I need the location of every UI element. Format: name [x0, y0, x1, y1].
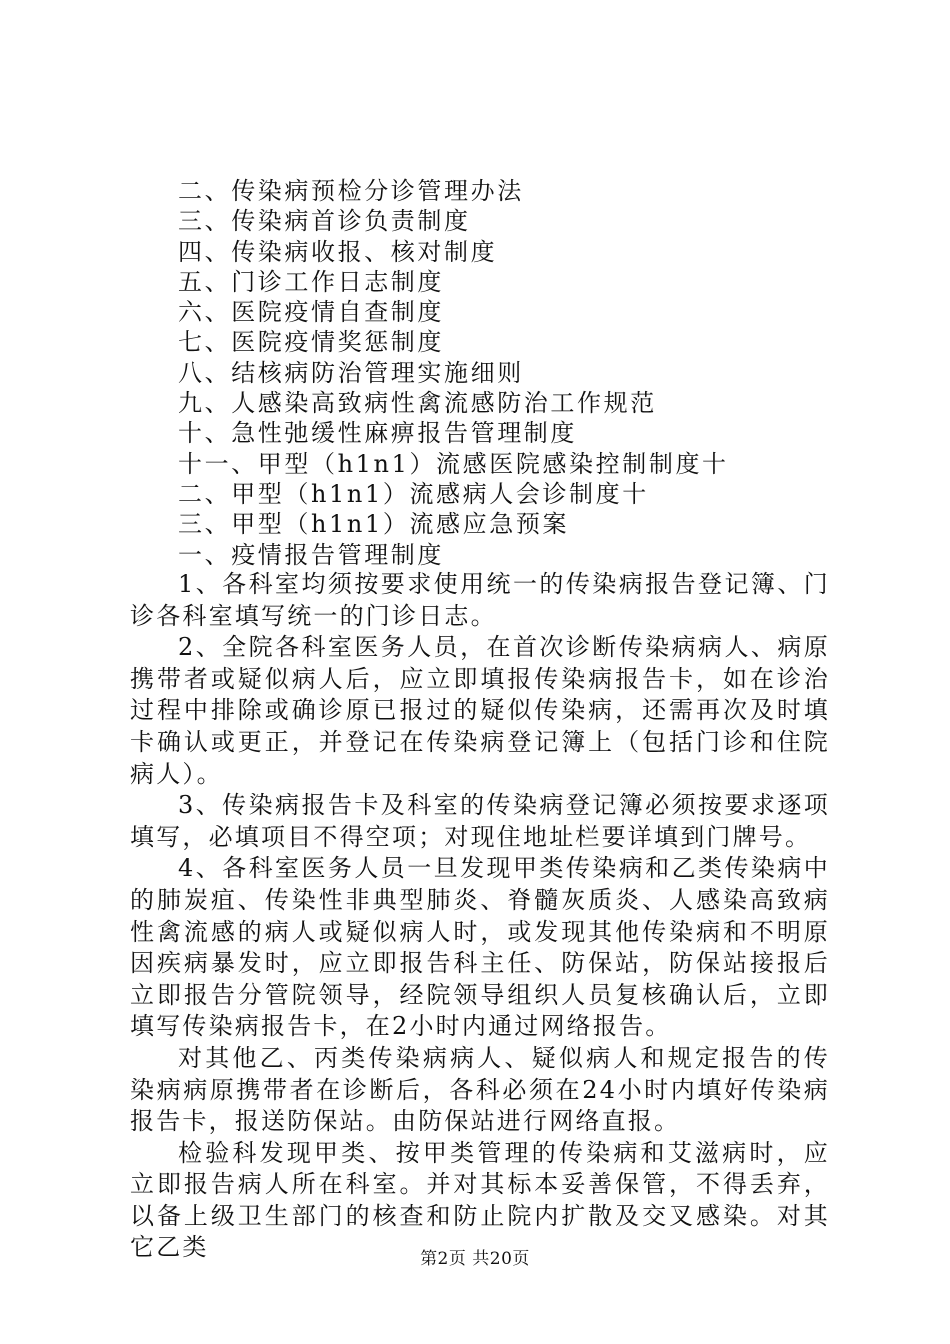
- toc-item: 四、传染病收报、核对制度: [178, 237, 498, 266]
- paragraph: 1、各科室均须按要求使用统一的传染病报告登记簿、门诊各科室填写统一的门诊日志。: [130, 570, 830, 630]
- toc-item: 十、急性弛缓性麻痹报告管理制度: [178, 419, 577, 448]
- toc-item: 七、医院疫情奖惩制度: [178, 328, 444, 357]
- page-footer: 第2页 共20页: [420, 1249, 530, 1269]
- toc-item: 九、人感染高致病性禽流感防治工作规范: [178, 389, 657, 418]
- toc-item: 十一、甲型（h1n1）流感医院感染控制制度十: [178, 449, 729, 478]
- paragraph: 2、全院各科室医务人员，在首次诊断传染病病人、病原携带者或疑似病人后，应立即填报传染病报告卡，如在诊治过程中排除或确诊原已报过的疑似传染病，还需再次及时填卡确认或更正，并登记在传染病登记簿上（包括门诊和住院病人）。: [130, 633, 830, 788]
- paragraph: 4、各科室医务人员一旦发现甲类传染病和乙类传染病中的肺炭疽、传染性非典型肺炎、脊髓灰质炎、人感染高致病性禽流感的病人或疑似病人时，或发现其他传染病和不明原因疾病暴发时，应立即报告科主任、防保站，防保站接报后立即报告分管院领导，经院领导组织人员复核确认后，立即填写传染病报告卡，在2小时内通过网络报告。: [130, 854, 830, 1041]
- toc-item: 三、甲型（h1n1）流感应急预案: [178, 510, 570, 539]
- body-text: [130, 569, 830, 1264]
- toc-item: 五、门诊工作日志制度: [178, 267, 444, 296]
- toc-item: 三、传染病首诊负责制度: [178, 207, 471, 236]
- toc-item: 六、医院疫情自查制度: [178, 298, 444, 327]
- paragraph: 对其他乙、丙类传染病病人、疑似病人和规定报告的传染病病原携带者在诊断后，各科必须在24小时内填好传染病报告卡，报送防保站。由防保站进行网络直报。: [130, 1043, 830, 1136]
- toc-item: 八、结核病防治管理实施细则: [178, 358, 524, 387]
- toc-list: [130, 176, 830, 570]
- toc-item: 二、甲型（h1n1）流感病人会诊制度十: [178, 479, 649, 508]
- toc-item: 二、传染病预检分诊管理办法: [178, 177, 524, 205]
- paragraph: 3、传染病报告卡及科室的传染病登记簿必须按要求逐项填写，必填项目不得空项；对现住地址栏要详填到门牌号。: [130, 791, 830, 851]
- paragraph: 检验科发现甲类、按甲类管理的传染病和艾滋病时，应立即报告病人所在科室。并对其标本妥善保管，不得丢弃，以备上级卫生部门的核查和防止院内扩散及交叉感染。对其它乙类: [130, 1138, 830, 1262]
- section-heading: 一、疫情报告管理制度: [178, 540, 444, 569]
